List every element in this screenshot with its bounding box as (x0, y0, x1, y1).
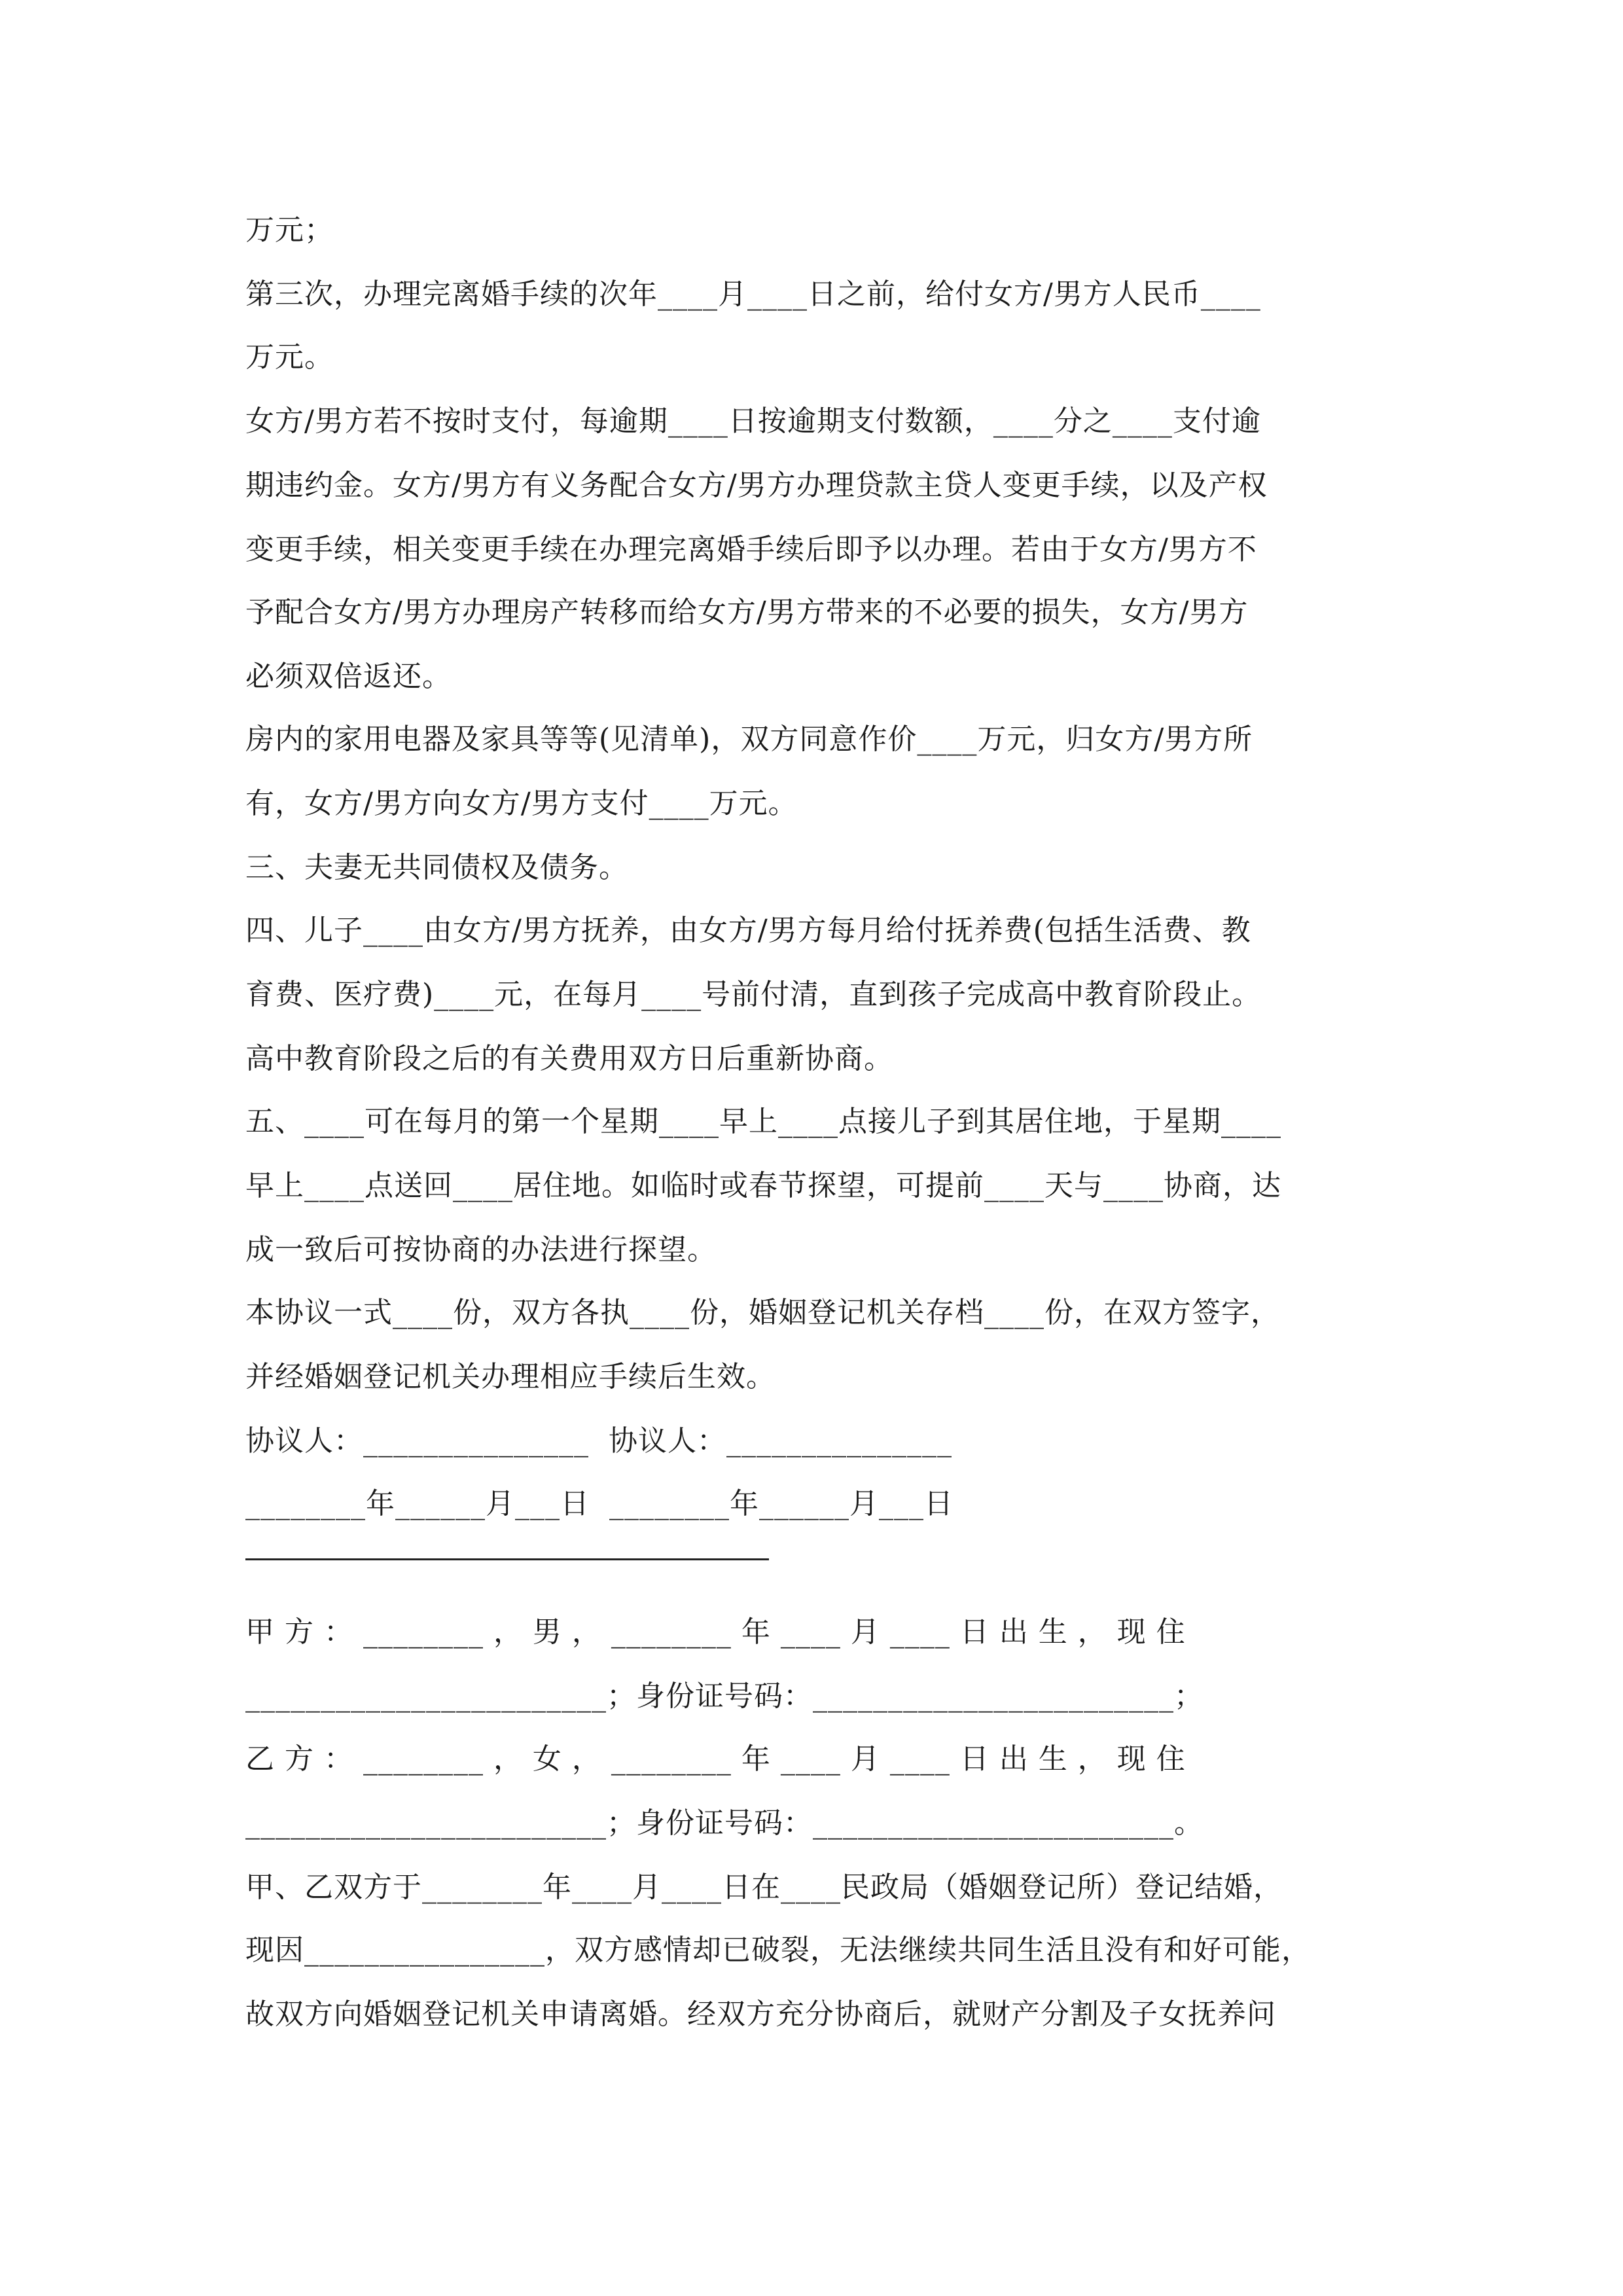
text-line: 早上____点送回____居住地。如临时或春节探望，可提前____天与____协商，达 (245, 1169, 1281, 1202)
text-line: 并经婚姻登记机关办理相应手续后生效。 (245, 1360, 776, 1393)
date-line: ________年______月___日 ________年______月___日 (245, 1487, 954, 1520)
separator-rule (245, 1558, 769, 1560)
party-b-line: 乙 方 ： ________ ， 女 ， ________ 年 ____ 月 ____ 日 出 生 ， 现 住 (245, 1742, 1186, 1776)
text-line: 甲、乙双方于________年____月____日在____民政局（婚姻登记所）登记结婚， (245, 1871, 1283, 1904)
text-line: 有，女方/男方向女方/男方支付____万元。 (245, 787, 798, 820)
text-line: 期违约金。女方/男方有义务配合女方/男方办理贷款主贷人变更手续，以及产权 (245, 469, 1268, 502)
text-line: 房内的家用电器及家具等等(见清单)，双方同意作价____万元，归女方/男方所 (245, 723, 1253, 756)
text-line: 万元； (245, 213, 334, 247)
text-line: 本协议一式____份，双方各执____份，婚姻登记机关存档____份，在双方签字， (245, 1296, 1280, 1329)
text-line: 成一致后可按协商的办法进行探望。 (245, 1233, 717, 1266)
party-a-line: 甲 方 ： ________ ， 男 ， ________ 年 ____ 月 ____ 日 出 生 ， 现 住 (245, 1615, 1186, 1649)
text-line: 育费、医疗费)____元，在每月____号前付清，直到孩子完成高中教育阶段止。 (245, 978, 1262, 1011)
text-line: 高中教育阶段之后的有关费用双方日后重新协商。 (245, 1042, 893, 1075)
text-line: 三、夫妻无共同债权及债务。 (245, 851, 628, 884)
text-line: 第三次，办理完离婚手续的次年____月____日之前，给付女方/男方人民币____ (245, 278, 1261, 311)
text-line: 四、儿子____由女方/男方抚养，由女方/男方每月给付抚养费(包括生活费、教 (245, 914, 1251, 947)
signature-line: 协议人：_______________ 协议人：_______________ (245, 1424, 952, 1458)
party-b-id-line: ________________________；身份证号码：________________________。 (245, 1806, 1204, 1840)
text-line: 必须双倍返还。 (245, 660, 452, 693)
text-line: 变更手续，相关变更手续在办理完离婚手续后即予以办理。若由于女方/男方不 (245, 533, 1257, 566)
text-line: 万元。 (245, 340, 334, 374)
text-line: 予配合女方/男方办理房产转移而给女方/男方带来的不必要的损失，女方/男方 (245, 596, 1249, 629)
text-line: 故双方向婚姻登记机关申请离婚。经双方充分协商后，就财产分割及子女抚养问 (245, 1998, 1276, 2031)
party-a-id-line: ________________________；身份证号码：________________________； (245, 1679, 1204, 1713)
text-line: 五、____可在每月的第一个星期____早上____点接儿子到其居住地，于星期____ (245, 1105, 1281, 1138)
text-line: 现因________________，双方感情却已破裂，无法继续共同生活且没有和好可能， (245, 1933, 1311, 1967)
text-line: 女方/男方若不按时支付，每逾期____日按逾期支付数额，____分之____支付逾 (245, 404, 1261, 438)
